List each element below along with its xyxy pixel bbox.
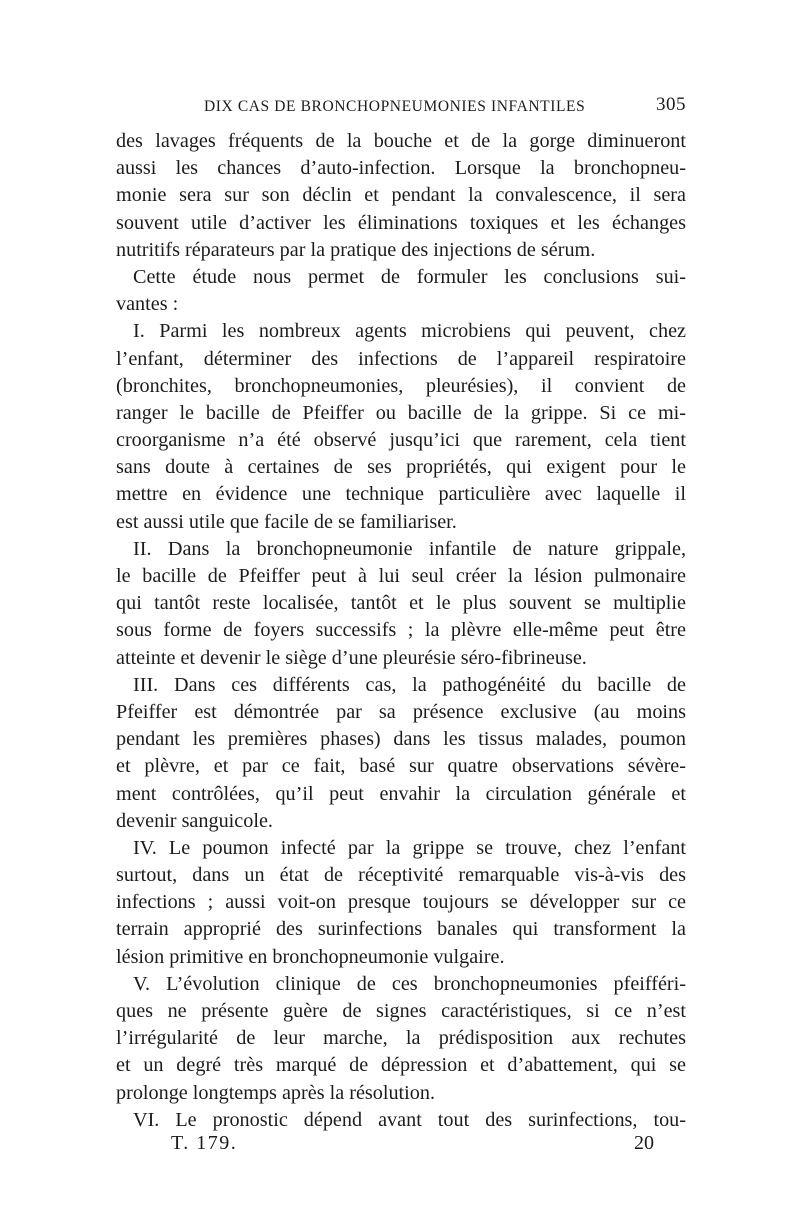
- text-line: V. L’évolution clinique de ces bronchopneumonies pfeifféri-: [133, 972, 686, 995]
- text-line: nutritifs réparateurs par la pratique des injections de sérum.: [116, 238, 596, 261]
- text-line: est aussi utile que facile de se familiariser.: [116, 510, 457, 533]
- text-line: III. Dans ces différents cas, la pathogénéité du bacille de: [133, 673, 686, 696]
- text-line: qui tantôt reste localisée, tantôt et le plus souvent se multiplie: [116, 592, 686, 615]
- text-line: vantes :: [116, 293, 179, 316]
- text-line: croorganisme n’a été observé jusqu’ici que rarement, cela tient: [116, 429, 686, 452]
- text-line: ranger le bacille de Pfeiffer ou bacille de la grippe. Si ce mi-: [116, 401, 686, 424]
- text-line: terrain approprié des surinfections banales qui transforment la: [116, 918, 686, 941]
- text-line: devenir sanguicole.: [116, 809, 273, 832]
- text-line: ques ne présente guère de signes caractéristiques, si ce n’est: [116, 1000, 686, 1022]
- text-line: ment contrôlées, qu’il peut envahir la circulation générale et: [116, 782, 686, 805]
- text-line: monie sera sur son déclin et pendant la convalescence, il sera: [116, 184, 686, 207]
- running-head: [116, 94, 686, 122]
- text-line: I. Parmi les nombreux agents microbiens qui peuvent, chez: [133, 320, 686, 343]
- text-line: lésion primitive en bronchopneumonie vulgaire.: [116, 945, 505, 968]
- text-line: surtout, dans un état de réceptivité remarquable vis-à-vis des: [116, 864, 686, 887]
- text-line: Pfeiffer est démontrée par sa présence exclusive (au moins: [116, 700, 686, 723]
- text-line: Cette étude nous permet de formuler les conclusions sui-: [133, 265, 686, 288]
- signature-number: 20: [634, 1132, 654, 1154]
- text-line: VI. Le pronostic dépend avant tout des surinfections, tou-: [133, 1108, 686, 1131]
- printer-signature: T. 179.: [171, 1132, 238, 1154]
- text-line: pendant les premières phases) dans les tissus malades, poumon: [116, 728, 686, 751]
- page-number: 305: [656, 94, 686, 115]
- text-line: et un degré très marqué de dépression et d’abattement, qui se: [116, 1054, 686, 1077]
- text-line: souvent utile d’activer les éliminations toxiques et les échanges: [116, 211, 686, 234]
- text-line: sous forme de foyers successifs ; la plèvre elle-même peut être: [116, 619, 686, 642]
- running-title: DIX CAS DE BRONCHOPNEUMONIES INFANTILES: [204, 98, 586, 115]
- text-line: des lavages fréquents de la bouche et de la gorge diminueront: [116, 130, 686, 152]
- text-line: l’irrégularité de leur marche, la prédisposition aux rechutes: [116, 1027, 686, 1050]
- text-line: mettre en évidence une technique particulière avec laquelle il: [116, 483, 686, 506]
- text-line: II. Dans la bronchopneumonie infantile de nature grippale,: [133, 537, 686, 560]
- text-line: atteinte et devenir le siège d’une pleurésie séro-fibrineuse.: [116, 646, 587, 669]
- text-line: et plèvre, et par ce fait, basé sur quatre observations sévère-: [116, 755, 686, 778]
- text-line: aussi les chances d’auto-infection. Lorsque la bronchopneu-: [116, 157, 686, 180]
- text-line: (bronchites, bronchopneumonies, pleurésies), il convient de: [116, 374, 686, 397]
- text-line: prolonge longtemps après la résolution.: [116, 1081, 436, 1104]
- text-line: infections ; aussi voit-on presque toujours se développer sur ce: [116, 891, 686, 914]
- text-line: sans doute à certaines de ses propriétés, qui exigent pour le: [116, 456, 686, 479]
- body-text: [116, 128, 686, 1134]
- text-line: IV. Le poumon infecté par la grippe se trouve, chez l’enfant: [133, 836, 686, 859]
- text-line: l’enfant, déterminer des infections de l’appareil respiratoire: [116, 347, 686, 370]
- page-footer: [116, 1132, 686, 1160]
- text-line: le bacille de Pfeiffer peut à lui seul créer la lésion pulmonaire: [116, 565, 686, 587]
